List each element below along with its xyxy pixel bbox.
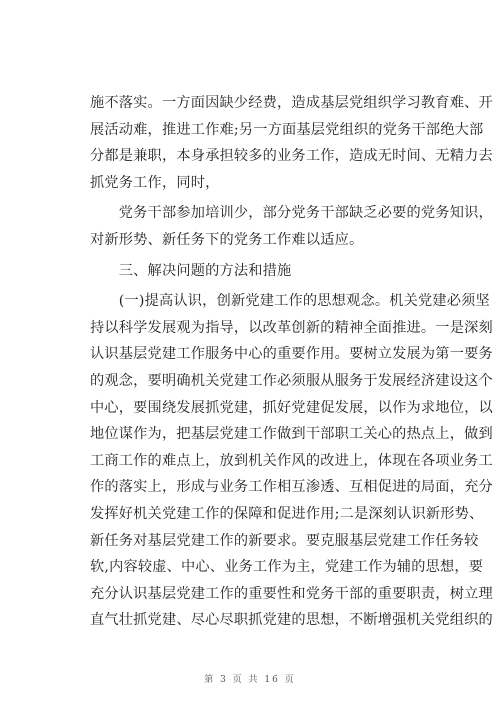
text-line: 对新形势、新任务下的党务工作难以适应。 [90,231,364,248]
text-line: 的观念，要明确机关党建工作必须服从服务于发展经济建设这个 [90,372,493,389]
text-line: 认识基层党建工作服务中心的重要作用。要树立发展为第一要务 [90,346,493,363]
text-line: 地位谋作为，把基层党建工作做到干部职工关心的热点上，做到 [90,426,493,443]
text-line: 充分认识基层党建工作的重要性和党务干部的重要职责，树立理 [90,585,493,602]
text-line: 展活动难，推进工作难;另一方面基层党组织的党务干部绝大部 [90,121,484,138]
text-line: 抓党务工作，同时， [90,174,220,191]
text-line: 工商工作的难点上，放到机关作风的改进上，体现在各项业务工 [90,452,493,469]
document-body [90,90,493,634]
text-line: 发挥好机关党建工作的保障和促进作用;二是深刻认识新形势、 [90,505,484,522]
text-line: 党务干部参加培训少，部分党务干部缺乏必要的党务知识， [90,205,493,222]
section-heading: 三、解决问题的方法和措施 [90,262,292,279]
text-line: 中心，要围绕发展抓党建，抓好党建促发展，以作为求地位，以 [90,399,493,416]
text-line: 持以科学发展观为指导，以改革创新的精神全面推进。一是深刻 [90,319,493,336]
text-line: 作的落实上，形成与业务工作相互渗透、互相促进的局面，充分 [90,479,493,496]
text-line: (一)提高认识，创新党建工作的思想观念。机关党建必须坚 [90,293,490,310]
text-line: 软,内容较虚、中心、业务工作为主，党建工作为辅的思想，要 [90,559,484,576]
text-line: 分都是兼职，本身承担较多的业务工作，造成无时间、无精力去 [90,148,493,165]
text-line: 直气壮抓党建、尽心尽职抓党建的思想，不断增强机关党组织的 [90,612,493,629]
text-line: 施不落实。一方面因缺少经费，造成基层党组织学习教育难、开 [90,95,493,111]
text-line: 新任务对基层党建工作的新要求。要克服基层党建工作任务较 [90,532,479,549]
page-number-footer: 第 3 页 共 16 页 [204,675,296,685]
